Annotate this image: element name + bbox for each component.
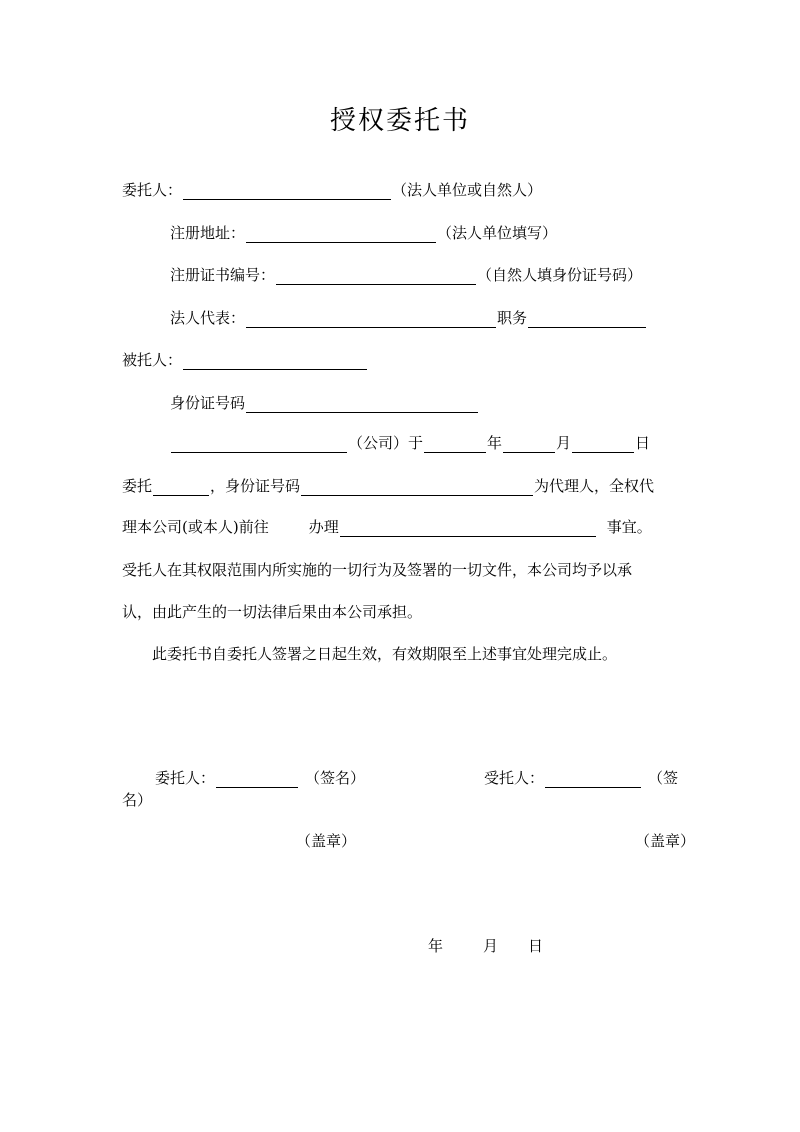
delegate-label: 委托 [122,477,153,495]
cert-note: （自然人填身份证号码） [477,266,643,284]
principal-note: （法人单位或自然人） [392,181,543,199]
legal-rep-line [170,308,647,328]
address-note: （法人单位填写） [437,224,558,242]
year-label: 年 [487,434,503,452]
agent-sign-note-cont: 名） [122,791,153,809]
principal-sign-field[interactable] [216,771,298,788]
day-label: 日 [635,434,651,452]
agent-id-label: 身份证号码 [170,394,246,412]
agent-seal-text: （盖章） [635,832,696,850]
matter-line [122,517,652,537]
month-label: 月 [556,434,572,452]
cert-field[interactable] [276,268,476,285]
address-line [170,223,557,243]
cert-line [170,265,642,285]
agent-signature [484,768,678,788]
validity-line [152,644,617,664]
principal-label: 委托人： [122,181,183,199]
year-field[interactable] [424,436,486,453]
legal-rep-field[interactable] [246,311,496,328]
agent-seal [635,831,695,851]
agent-line [122,350,368,370]
clause-text-1: 受托人在其权限范围内所实施的一切行为及签署的一切文件，本公司均予以承 [122,561,633,579]
agent-id-line [170,393,479,413]
clause-line-2 [122,602,422,622]
go-to-text: 理本公司(或本人)前往 [122,518,269,536]
day-field[interactable] [572,436,634,453]
principal-field[interactable] [183,183,391,200]
company-date-line [170,433,650,453]
position-label: 职务 [497,309,528,327]
sign-date-day: 日 [528,937,544,955]
cert-label: 注册证书编号： [170,266,276,284]
address-field[interactable] [246,226,436,243]
delegate-id-field[interactable] [301,479,533,496]
handle-label: 办理 [308,518,339,536]
agent-field[interactable] [183,353,367,370]
principal-sign-label: 委托人： [155,769,216,787]
delegate-field[interactable] [153,479,209,496]
sign-date-month: 月 [483,937,499,955]
agent-sign-label: 受托人： [484,769,545,787]
agent-id-field[interactable] [246,396,478,413]
principal-line [122,180,542,200]
principal-signature [155,768,365,788]
delegate-line [122,476,654,496]
clause-text-2: 认，由此产生的一切法律后果由本公司承担。 [122,603,423,621]
sign-date-year: 年 [428,937,444,955]
matter-field[interactable] [340,520,596,537]
principal-sign-note: （签名） [305,769,366,787]
agent-sign-field[interactable] [545,771,641,788]
company-at-text: （公司）于 [348,434,424,452]
company-field[interactable] [171,436,347,453]
delegate-id-label: ，身份证号码 [210,477,301,495]
clause-line-1 [122,560,632,580]
month-field[interactable] [503,436,555,453]
principal-seal [296,831,356,851]
legal-rep-label: 法人代表： [170,309,246,327]
agent-label: 被托人： [122,351,183,369]
document-title: 授权委托书 [329,106,470,136]
validity-text: 此委托书自委托人签署之日起生效，有效期限至上述事宜处理完成止。 [152,645,618,663]
matter-suffix: 事宜。 [606,518,652,536]
position-field[interactable] [528,311,646,328]
agent-sign-note: （签 [648,769,679,787]
address-label: 注册地址： [170,224,246,242]
principal-seal-text: （盖章） [296,832,357,850]
sign-date [428,936,543,956]
delegate-role-text: 为代理人，全权代 [534,477,655,495]
agent-sign-wrap [122,790,152,810]
